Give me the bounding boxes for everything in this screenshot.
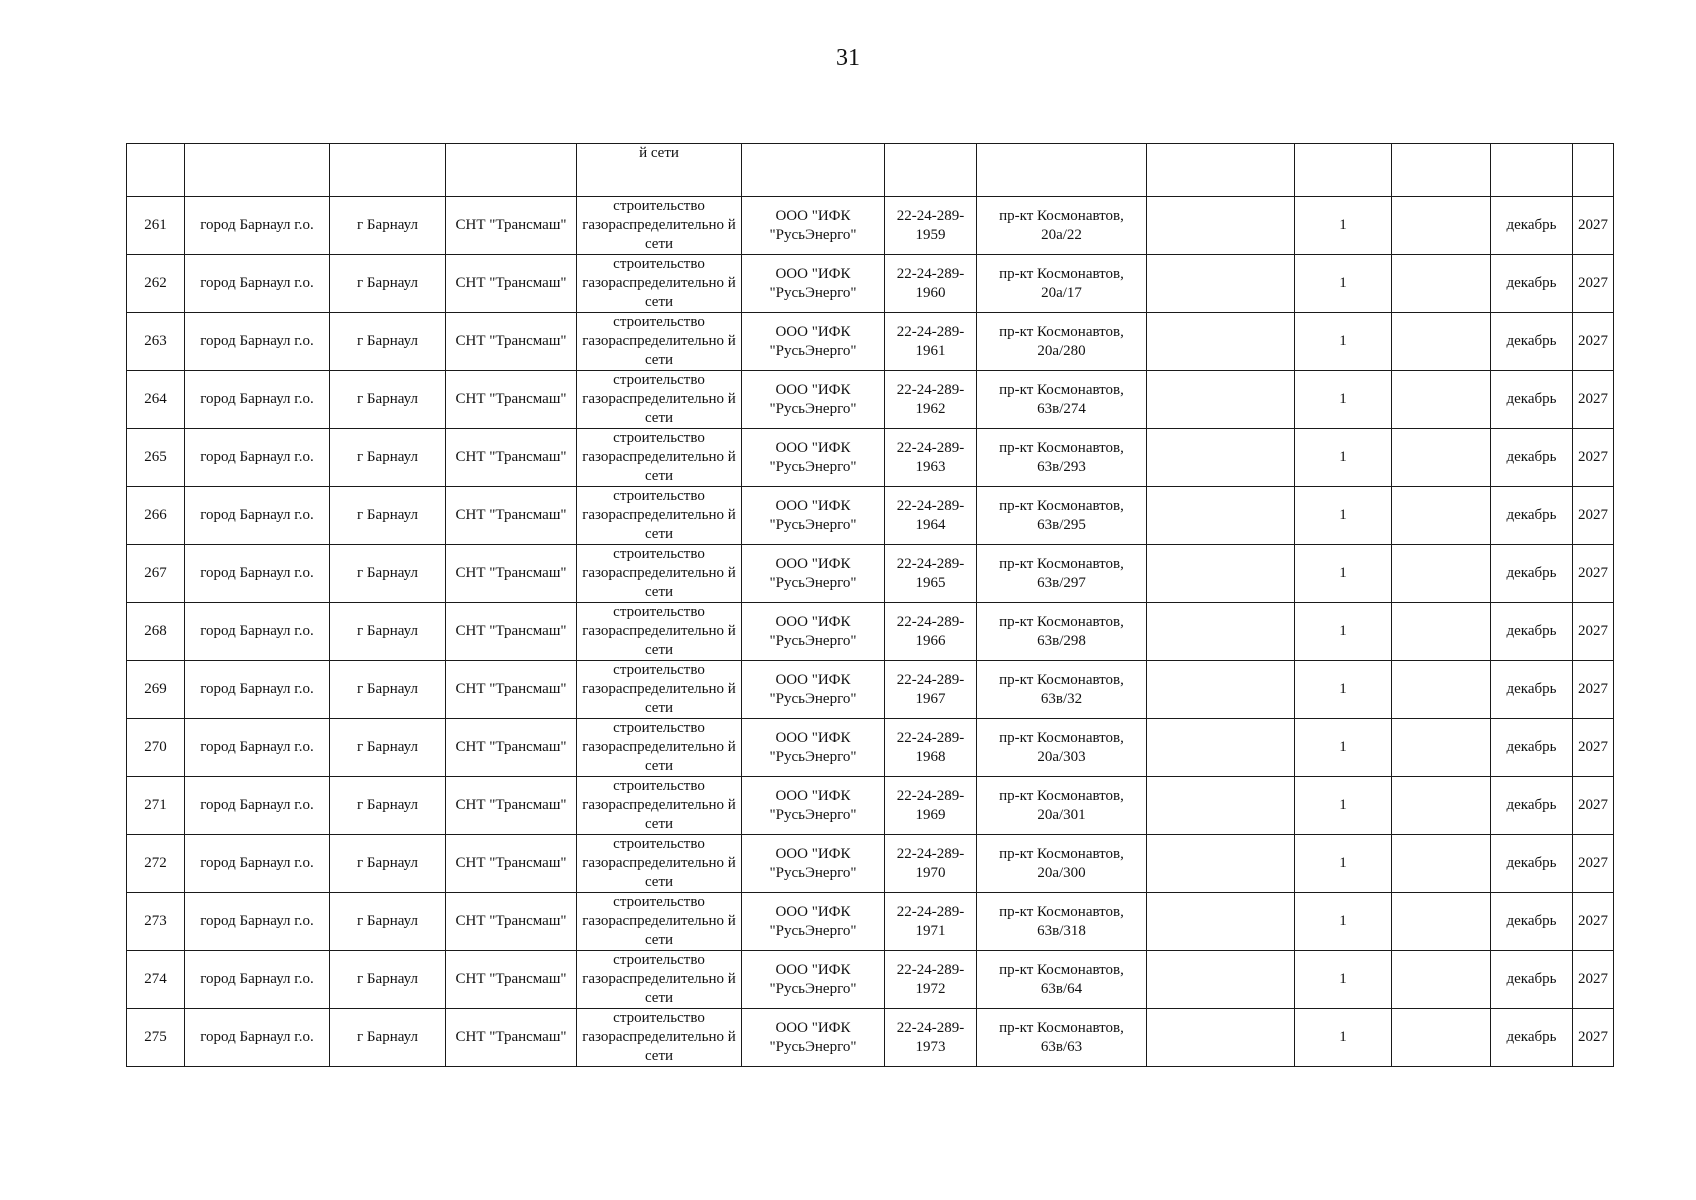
cell-work-type: строительство газораспределительно й сети <box>577 1009 742 1067</box>
cell-object: СНТ "Трансмаш" <box>446 545 577 603</box>
cell-district: город Барнаул г.о. <box>185 545 330 603</box>
cell-company: ООО "ИФК "РусьЭнерго" <box>742 255 885 313</box>
cell-year: 2027 <box>1573 255 1614 313</box>
registry-table <box>126 143 1614 1067</box>
table-row <box>127 197 1614 255</box>
table-row <box>127 835 1614 893</box>
cell-district: город Барнаул г.о. <box>185 661 330 719</box>
cell-empty <box>1392 487 1491 545</box>
table-row <box>127 429 1614 487</box>
cell-month: декабрь <box>1491 1009 1573 1067</box>
cell-year: 2027 <box>1573 429 1614 487</box>
cell-district: город Барнаул г.о. <box>185 197 330 255</box>
cell-object: СНТ "Трансмаш" <box>446 429 577 487</box>
cell-object: СНТ "Трансмаш" <box>446 951 577 1009</box>
cell-empty <box>1147 893 1295 951</box>
cell-object: СНТ "Трансмаш" <box>446 835 577 893</box>
cell-number: 263 <box>127 313 185 371</box>
cell-empty <box>127 144 185 197</box>
cell-company: ООО "ИФК "РусьЭнерго" <box>742 313 885 371</box>
cell-quantity: 1 <box>1295 835 1392 893</box>
cell-quantity: 1 <box>1295 487 1392 545</box>
cell-year: 2027 <box>1573 777 1614 835</box>
cell-locality: г Барнаул <box>330 371 446 429</box>
cell-code: 22-24-289- 1965 <box>885 545 977 603</box>
cell-quantity: 1 <box>1295 777 1392 835</box>
cell-empty <box>1147 487 1295 545</box>
cell-year: 2027 <box>1573 893 1614 951</box>
cell-number: 270 <box>127 719 185 777</box>
cell-month: декабрь <box>1491 951 1573 1009</box>
cell-district: город Барнаул г.о. <box>185 893 330 951</box>
cell-empty <box>1392 661 1491 719</box>
cell-month: декабрь <box>1491 603 1573 661</box>
cell-empty <box>1147 144 1295 197</box>
cell-year: 2027 <box>1573 487 1614 545</box>
cell-locality: г Барнаул <box>330 893 446 951</box>
cell-number: 265 <box>127 429 185 487</box>
cell-work-type: строительство газораспределительно й сети <box>577 487 742 545</box>
cell-address: пр-кт Космонавтов, 63в/297 <box>977 545 1147 603</box>
cell-locality: г Барнаул <box>330 197 446 255</box>
cell-district: город Барнаул г.о. <box>185 777 330 835</box>
cell-month: декабрь <box>1491 545 1573 603</box>
cell-year: 2027 <box>1573 603 1614 661</box>
cell-company: ООО "ИФК "РусьЭнерго" <box>742 777 885 835</box>
cell-quantity: 1 <box>1295 719 1392 777</box>
cell-address: пр-кт Космонавтов, 63в/64 <box>977 951 1147 1009</box>
table-row <box>127 313 1614 371</box>
cell-object: СНТ "Трансмаш" <box>446 313 577 371</box>
cell-number: 269 <box>127 661 185 719</box>
cell-empty <box>977 144 1147 197</box>
cell-month: декабрь <box>1491 893 1573 951</box>
cell-number: 266 <box>127 487 185 545</box>
cell-empty <box>1147 255 1295 313</box>
cell-address: пр-кт Космонавтов, 63в/274 <box>977 371 1147 429</box>
cell-object: СНТ "Трансмаш" <box>446 661 577 719</box>
cell-month: декабрь <box>1491 197 1573 255</box>
cell-locality: г Барнаул <box>330 1009 446 1067</box>
cell-company: ООО "ИФК "РусьЭнерго" <box>742 429 885 487</box>
cell-address: пр-кт Космонавтов, 20а/300 <box>977 835 1147 893</box>
cell-locality: г Барнаул <box>330 545 446 603</box>
cell-empty <box>1392 835 1491 893</box>
cell-year: 2027 <box>1573 313 1614 371</box>
cell-company: ООО "ИФК "РусьЭнерго" <box>742 951 885 1009</box>
cell-company: ООО "ИФК "РусьЭнерго" <box>742 1009 885 1067</box>
continuation-row <box>127 144 1614 197</box>
cell-year: 2027 <box>1573 197 1614 255</box>
cell-code: 22-24-289- 1966 <box>885 603 977 661</box>
cell-empty <box>330 144 446 197</box>
cell-address: пр-кт Космонавтов, 63в/63 <box>977 1009 1147 1067</box>
cell-district: город Барнаул г.о. <box>185 313 330 371</box>
cell-object: СНТ "Трансмаш" <box>446 1009 577 1067</box>
cell-empty <box>1147 719 1295 777</box>
cell-district: город Барнаул г.о. <box>185 487 330 545</box>
cell-address: пр-кт Космонавтов, 20а/303 <box>977 719 1147 777</box>
cell-code: 22-24-289- 1967 <box>885 661 977 719</box>
cell-locality: г Барнаул <box>330 603 446 661</box>
cell-code: 22-24-289- 1963 <box>885 429 977 487</box>
cell-month: декабрь <box>1491 255 1573 313</box>
cell-number: 274 <box>127 951 185 1009</box>
cell-object: СНТ "Трансмаш" <box>446 255 577 313</box>
table-row <box>127 1009 1614 1067</box>
cell-locality: г Барнаул <box>330 313 446 371</box>
cell-empty <box>1147 313 1295 371</box>
cell-empty <box>1573 144 1614 197</box>
cell-number: 264 <box>127 371 185 429</box>
cell-quantity: 1 <box>1295 371 1392 429</box>
cell-month: декабрь <box>1491 777 1573 835</box>
cell-company: ООО "ИФК "РусьЭнерго" <box>742 661 885 719</box>
cell-code: 22-24-289- 1959 <box>885 197 977 255</box>
cell-address: пр-кт Космонавтов, 20а/301 <box>977 777 1147 835</box>
cell-empty <box>1392 603 1491 661</box>
cell-object: СНТ "Трансмаш" <box>446 197 577 255</box>
cell-empty <box>1147 429 1295 487</box>
cell-object: СНТ "Трансмаш" <box>446 371 577 429</box>
table-row <box>127 893 1614 951</box>
cell-code: 22-24-289- 1970 <box>885 835 977 893</box>
cell-number: 272 <box>127 835 185 893</box>
cell-empty <box>1392 197 1491 255</box>
cell-locality: г Барнаул <box>330 661 446 719</box>
cell-empty <box>1392 893 1491 951</box>
cell-address: пр-кт Космонавтов, 20а/280 <box>977 313 1147 371</box>
cell-empty <box>1147 661 1295 719</box>
cell-work-continuation: й сети <box>577 144 742 197</box>
cell-code: 22-24-289- 1961 <box>885 313 977 371</box>
cell-month: декабрь <box>1491 719 1573 777</box>
table-body <box>127 144 1614 1067</box>
cell-month: декабрь <box>1491 371 1573 429</box>
cell-company: ООО "ИФК "РусьЭнерго" <box>742 545 885 603</box>
cell-empty <box>1392 777 1491 835</box>
cell-company: ООО "ИФК "РусьЭнерго" <box>742 487 885 545</box>
cell-quantity: 1 <box>1295 197 1392 255</box>
cell-address: пр-кт Космонавтов, 63в/298 <box>977 603 1147 661</box>
cell-empty <box>1147 603 1295 661</box>
cell-company: ООО "ИФК "РусьЭнерго" <box>742 603 885 661</box>
cell-empty <box>1392 951 1491 1009</box>
cell-empty <box>1295 144 1392 197</box>
cell-empty <box>1392 255 1491 313</box>
table-row <box>127 777 1614 835</box>
cell-work-type: строительство газораспределительно й сети <box>577 719 742 777</box>
cell-number: 261 <box>127 197 185 255</box>
cell-district: город Барнаул г.о. <box>185 371 330 429</box>
cell-quantity: 1 <box>1295 603 1392 661</box>
cell-work-type: строительство газораспределительно й сети <box>577 545 742 603</box>
cell-address: пр-кт Космонавтов, 63в/318 <box>977 893 1147 951</box>
cell-empty <box>1392 371 1491 429</box>
cell-object: СНТ "Трансмаш" <box>446 777 577 835</box>
page-number: 31 <box>836 45 860 71</box>
cell-empty <box>1147 1009 1295 1067</box>
cell-empty <box>185 144 330 197</box>
cell-empty <box>742 144 885 197</box>
cell-quantity: 1 <box>1295 893 1392 951</box>
cell-address: пр-кт Космонавтов, 63в/293 <box>977 429 1147 487</box>
cell-year: 2027 <box>1573 545 1614 603</box>
cell-locality: г Барнаул <box>330 429 446 487</box>
cell-locality: г Барнаул <box>330 951 446 1009</box>
table-row <box>127 951 1614 1009</box>
cell-empty <box>1392 144 1491 197</box>
cell-number: 271 <box>127 777 185 835</box>
cell-district: город Барнаул г.о. <box>185 719 330 777</box>
cell-code: 22-24-289- 1960 <box>885 255 977 313</box>
cell-company: ООО "ИФК "РусьЭнерго" <box>742 371 885 429</box>
cell-object: СНТ "Трансмаш" <box>446 487 577 545</box>
cell-work-type: строительство газораспределительно й сети <box>577 661 742 719</box>
cell-code: 22-24-289- 1972 <box>885 951 977 1009</box>
cell-address: пр-кт Космонавтов, 20а/22 <box>977 197 1147 255</box>
cell-quantity: 1 <box>1295 661 1392 719</box>
cell-company: ООО "ИФК "РусьЭнерго" <box>742 197 885 255</box>
cell-object: СНТ "Трансмаш" <box>446 893 577 951</box>
cell-address: пр-кт Космонавтов, 63в/295 <box>977 487 1147 545</box>
cell-district: город Барнаул г.о. <box>185 835 330 893</box>
cell-object: СНТ "Трансмаш" <box>446 603 577 661</box>
cell-locality: г Барнаул <box>330 255 446 313</box>
cell-quantity: 1 <box>1295 429 1392 487</box>
cell-company: ООО "ИФК "РусьЭнерго" <box>742 893 885 951</box>
cell-quantity: 1 <box>1295 313 1392 371</box>
cell-quantity: 1 <box>1295 255 1392 313</box>
cell-district: город Барнаул г.о. <box>185 1009 330 1067</box>
cell-number: 273 <box>127 893 185 951</box>
cell-empty <box>446 144 577 197</box>
cell-work-type: строительство газораспределительно й сети <box>577 893 742 951</box>
cell-company: ООО "ИФК "РусьЭнерго" <box>742 835 885 893</box>
cell-month: декабрь <box>1491 661 1573 719</box>
cell-locality: г Барнаул <box>330 835 446 893</box>
cell-quantity: 1 <box>1295 545 1392 603</box>
cell-locality: г Барнаул <box>330 777 446 835</box>
cell-empty <box>1147 951 1295 1009</box>
cell-year: 2027 <box>1573 371 1614 429</box>
cell-work-type: строительство газораспределительно й сети <box>577 603 742 661</box>
cell-number: 268 <box>127 603 185 661</box>
cell-work-type: строительство газораспределительно й сети <box>577 835 742 893</box>
cell-empty <box>885 144 977 197</box>
cell-district: город Барнаул г.о. <box>185 603 330 661</box>
cell-district: город Барнаул г.о. <box>185 951 330 1009</box>
cell-month: декабрь <box>1491 835 1573 893</box>
table-row <box>127 545 1614 603</box>
table-row <box>127 603 1614 661</box>
cell-object: СНТ "Трансмаш" <box>446 719 577 777</box>
cell-code: 22-24-289- 1973 <box>885 1009 977 1067</box>
cell-company: ООО "ИФК "РусьЭнерго" <box>742 719 885 777</box>
cell-empty <box>1147 371 1295 429</box>
cell-year: 2027 <box>1573 951 1614 1009</box>
cell-month: декабрь <box>1491 429 1573 487</box>
cell-empty <box>1491 144 1573 197</box>
cell-empty <box>1147 835 1295 893</box>
cell-code: 22-24-289- 1964 <box>885 487 977 545</box>
cell-number: 275 <box>127 1009 185 1067</box>
table-row <box>127 487 1614 545</box>
cell-quantity: 1 <box>1295 1009 1392 1067</box>
cell-year: 2027 <box>1573 835 1614 893</box>
cell-month: декабрь <box>1491 313 1573 371</box>
cell-number: 267 <box>127 545 185 603</box>
cell-work-type: строительство газораспределительно й сети <box>577 429 742 487</box>
cell-work-type: строительство газораспределительно й сети <box>577 951 742 1009</box>
table-row <box>127 661 1614 719</box>
table-row <box>127 371 1614 429</box>
cell-year: 2027 <box>1573 719 1614 777</box>
cell-empty <box>1392 429 1491 487</box>
cell-district: город Барнаул г.о. <box>185 255 330 313</box>
cell-locality: г Барнаул <box>330 487 446 545</box>
cell-code: 22-24-289- 1969 <box>885 777 977 835</box>
cell-year: 2027 <box>1573 661 1614 719</box>
table-row <box>127 719 1614 777</box>
cell-empty <box>1147 777 1295 835</box>
cell-month: декабрь <box>1491 487 1573 545</box>
cell-empty <box>1392 1009 1491 1067</box>
cell-number: 262 <box>127 255 185 313</box>
cell-code: 22-24-289- 1971 <box>885 893 977 951</box>
cell-empty <box>1392 719 1491 777</box>
cell-work-type: строительство газораспределительно й сети <box>577 371 742 429</box>
cell-address: пр-кт Космонавтов, 63в/32 <box>977 661 1147 719</box>
cell-year: 2027 <box>1573 1009 1614 1067</box>
cell-locality: г Барнаул <box>330 719 446 777</box>
cell-work-type: строительство газораспределительно й сети <box>577 255 742 313</box>
table-row <box>127 255 1614 313</box>
cell-quantity: 1 <box>1295 951 1392 1009</box>
cell-code: 22-24-289- 1968 <box>885 719 977 777</box>
cell-empty <box>1147 545 1295 603</box>
cell-code: 22-24-289- 1962 <box>885 371 977 429</box>
cell-work-type: строительство газораспределительно й сети <box>577 313 742 371</box>
cell-work-type: строительство газораспределительно й сети <box>577 777 742 835</box>
cell-address: пр-кт Космонавтов, 20а/17 <box>977 255 1147 313</box>
cell-work-type: строительство газораспределительно й сети <box>577 197 742 255</box>
cell-empty <box>1392 313 1491 371</box>
cell-empty <box>1147 197 1295 255</box>
cell-empty <box>1392 545 1491 603</box>
cell-district: город Барнаул г.о. <box>185 429 330 487</box>
